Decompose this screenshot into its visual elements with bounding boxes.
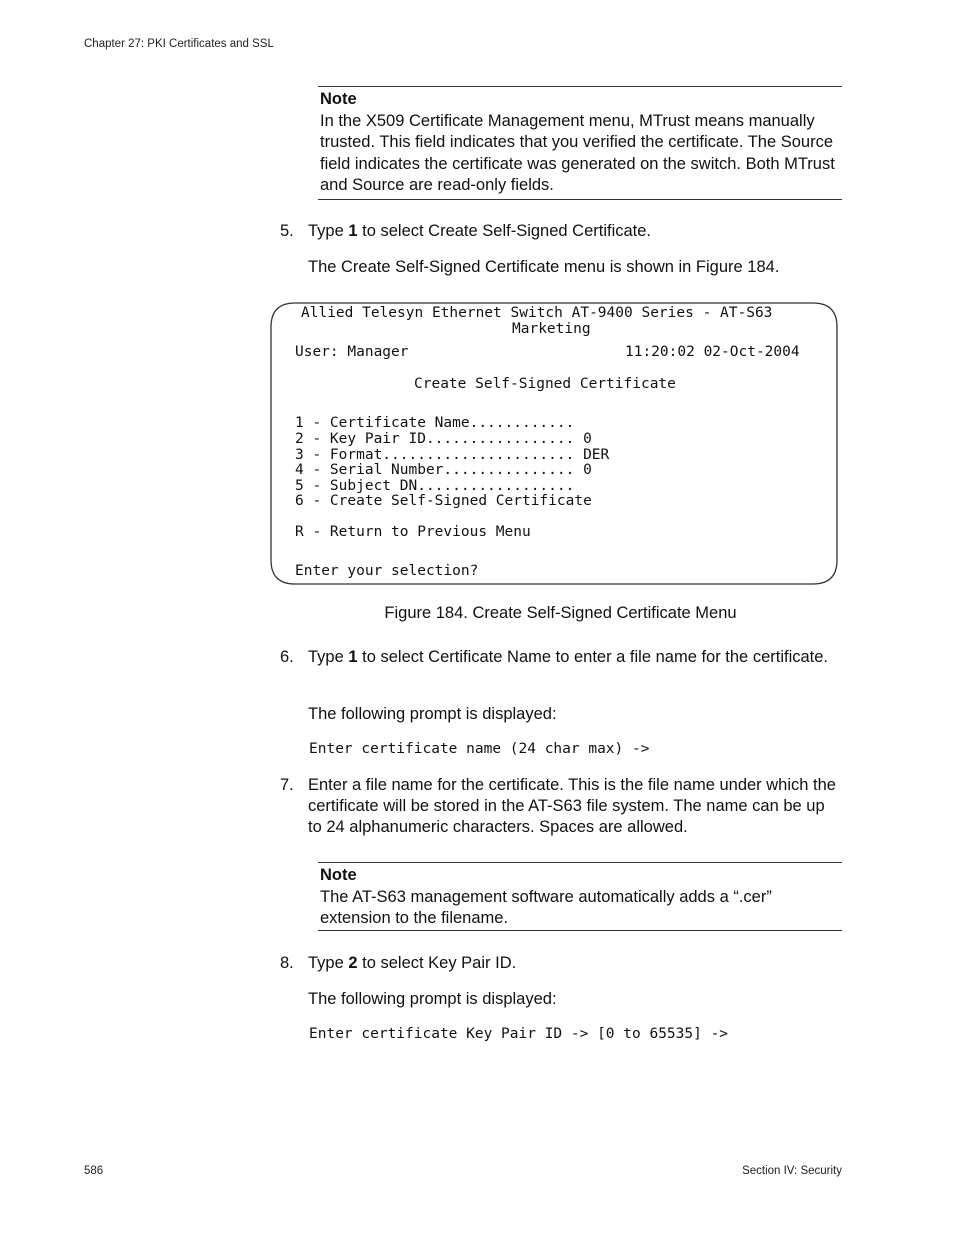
step-8-paragraph: The following prompt is displayed: [308, 990, 557, 1008]
step-number: 7. [280, 776, 294, 794]
step-8 [280, 953, 842, 974]
screen-user: User: Manager [295, 344, 409, 360]
screen-subtitle: Marketing [512, 321, 591, 337]
prompt-code: Enter certificate name (24 char max) -> [309, 741, 650, 757]
menu-item: 6 - Create Self-Signed Certificate [295, 493, 592, 509]
figure-caption: Figure 184. Create Self-Signed Certificate Menu [384, 604, 737, 622]
step-key: 2 [348, 954, 358, 972]
menu-item: 2 - Key Pair ID................. 0 [295, 431, 592, 447]
note-box [318, 862, 842, 931]
step-number: 5. [280, 222, 294, 240]
menu-item: 3 - Format...................... DER [295, 447, 610, 463]
screen-prompt: Enter your selection? [295, 563, 479, 579]
note-box [318, 86, 842, 200]
step-text: Type [308, 954, 349, 972]
step-text: Type [308, 222, 349, 240]
note-title: Note [320, 866, 357, 884]
step-text: to select Create Self-Signed Certificate. [357, 222, 652, 240]
step-text: to select Key Pair ID. [357, 954, 517, 972]
running-header: Chapter 27: PKI Certificates and SSL [84, 38, 274, 50]
note-title: Note [320, 90, 357, 108]
menu-item: 5 - Subject DN.................. [295, 478, 575, 494]
step-key: 1 [348, 222, 358, 240]
step-text: Type [308, 648, 349, 666]
section-label: Section IV: Security [742, 1165, 842, 1177]
step-key: 1 [348, 648, 358, 666]
note-text: In the X509 Certificate Management menu, MTrust means manually trusted. This field indicates that you verified the certificate. The Source field indicates the certificate was generated on the switch. Both MTrust and Source are read-only fields. [320, 111, 835, 195]
step-6 [280, 647, 842, 668]
step-7 [280, 775, 842, 838]
step-number: 8. [280, 954, 294, 972]
menu-item-return: R - Return to Previous Menu [295, 524, 531, 540]
prompt-code: Enter certificate Key Pair ID -> [0 to 65535] -> [309, 1026, 729, 1042]
terminal-screen-figure [270, 302, 838, 585]
step-5 [280, 221, 842, 242]
step-number: 6. [280, 648, 294, 666]
step-6-paragraph: The following prompt is displayed: [308, 705, 557, 723]
step-text: to select Certificate Name to enter a file name for the certificate. [357, 648, 829, 666]
page-number: 586 [84, 1165, 104, 1177]
screen-time: 11:20:02 02-Oct-2004 [625, 344, 800, 360]
screen-menu-title: Create Self-Signed Certificate [414, 376, 676, 392]
step-text: Enter a file name for the certificate. This is the file name under which the certificate will be stored in the AT-S63 file system. The name can be up to 24 alphanumeric characters. Spaces are allowed. [308, 776, 836, 836]
screen-title: Allied Telesyn Ethernet Switch AT-9400 Series - AT-S63 [301, 305, 773, 321]
menu-item: 4 - Serial Number............... 0 [295, 462, 592, 478]
menu-item: 1 - Certificate Name............ [295, 415, 575, 431]
note-text: The AT-S63 management software automatically adds a “.cer” extension to the filename. [320, 887, 772, 928]
step-5-paragraph: The Create Self-Signed Certificate menu is shown in Figure 184. [308, 258, 780, 276]
